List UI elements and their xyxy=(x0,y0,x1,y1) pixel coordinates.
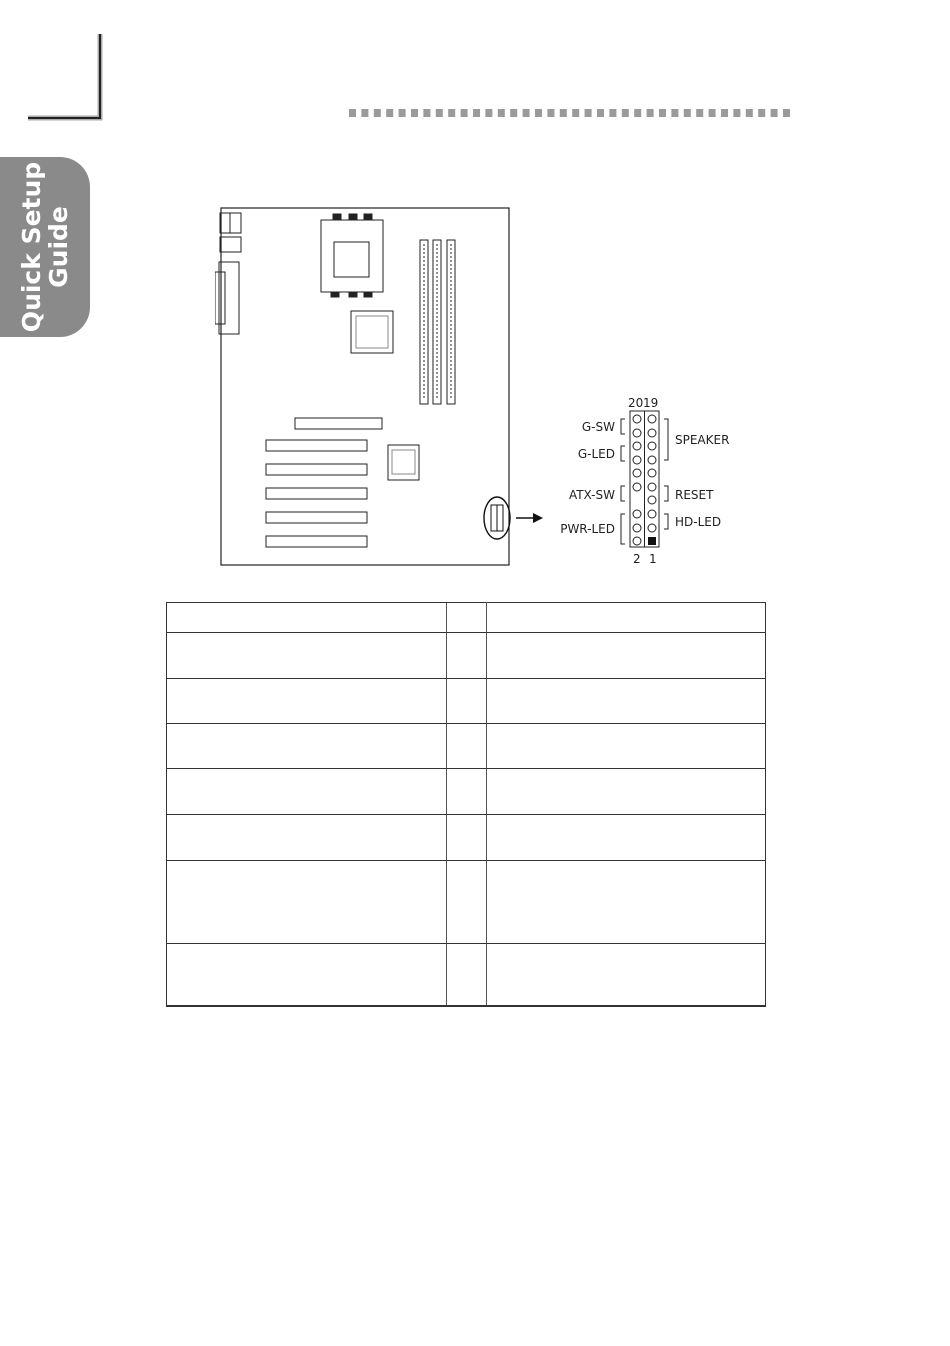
southbridge-chip xyxy=(388,445,419,480)
label-reset: RESET xyxy=(675,488,714,502)
rule-dot xyxy=(746,109,753,117)
rule-dot xyxy=(572,109,579,117)
rule-dot xyxy=(783,109,790,117)
rule-dot xyxy=(609,109,616,117)
table-cell xyxy=(487,769,766,815)
rule-dot xyxy=(448,109,455,117)
table-row xyxy=(167,861,766,944)
table-row xyxy=(167,815,766,861)
rule-dot xyxy=(399,109,406,117)
table-cell xyxy=(167,633,447,679)
cpu-socket xyxy=(321,214,383,297)
rule-dot xyxy=(622,109,629,117)
table-cell xyxy=(487,815,766,861)
table-cell xyxy=(447,944,487,1006)
motherboard-diagram xyxy=(215,200,735,575)
board-outline xyxy=(221,208,509,565)
rule-dot xyxy=(535,109,542,117)
rule-dot xyxy=(423,109,430,117)
rule-dot xyxy=(485,109,492,117)
table-cell xyxy=(487,724,766,769)
label-g-led: G-LED xyxy=(577,447,615,461)
right-brackets xyxy=(664,419,668,529)
table-cell xyxy=(447,724,487,769)
pin-function-table xyxy=(166,602,766,1007)
table-cell xyxy=(447,769,487,815)
table-cell xyxy=(487,944,766,1006)
table-cell xyxy=(167,944,447,1006)
table-cell xyxy=(167,769,447,815)
table-cell xyxy=(487,679,766,724)
table-cell xyxy=(167,815,447,861)
connector-pin xyxy=(633,524,641,532)
table-row xyxy=(167,944,766,1006)
header-dotted-rule xyxy=(349,109,795,119)
rear-io-ports xyxy=(215,213,241,334)
rule-dot xyxy=(647,109,654,117)
pci-slots xyxy=(266,440,367,547)
connector-pin xyxy=(648,496,656,504)
connector-pin xyxy=(633,429,641,437)
connector-pin xyxy=(633,469,641,477)
dimm-slots xyxy=(420,240,455,404)
table-row xyxy=(167,769,766,815)
connector-pin xyxy=(648,469,656,477)
table-cell xyxy=(487,633,766,679)
rule-dot xyxy=(733,109,740,117)
rule-dot xyxy=(671,109,678,117)
left-brackets xyxy=(621,419,625,544)
rule-dot xyxy=(411,109,418,117)
connector-pin xyxy=(648,415,656,423)
rule-dot xyxy=(498,109,505,117)
rule-dot xyxy=(709,109,716,117)
connector-pin xyxy=(648,510,656,518)
connector-pin-1-square xyxy=(648,537,656,545)
corner-mark xyxy=(28,34,104,122)
rule-dot xyxy=(473,109,480,117)
rule-dot xyxy=(585,109,592,117)
rule-dot xyxy=(510,109,517,117)
label-pwr-led: PWR-LED xyxy=(560,522,615,536)
quick-setup-guide-tab xyxy=(0,157,90,337)
side-tab-line2: Guide xyxy=(44,206,73,288)
front-panel-header-location xyxy=(484,497,510,539)
rule-dot xyxy=(547,109,554,117)
rule-dot xyxy=(771,109,778,117)
connector-pin xyxy=(648,483,656,491)
table-cell xyxy=(167,679,447,724)
rule-dot xyxy=(386,109,393,117)
table-cell xyxy=(447,633,487,679)
connector-pin xyxy=(648,442,656,450)
rule-dot xyxy=(634,109,641,117)
rule-dot xyxy=(597,109,604,117)
rule-dot xyxy=(349,109,356,117)
table-row xyxy=(167,633,766,679)
rule-dot xyxy=(374,109,381,117)
table-row xyxy=(167,679,766,724)
connector-pin xyxy=(633,456,641,464)
table-cell xyxy=(447,815,487,861)
rule-dot xyxy=(696,109,703,117)
table-row xyxy=(167,724,766,769)
label-hd-led: HD-LED xyxy=(675,515,722,529)
pin-number-20: 20 xyxy=(628,396,644,410)
pin-number-19: 19 xyxy=(643,396,659,410)
table-cell xyxy=(167,603,447,633)
table-cell xyxy=(447,603,487,633)
connector-pin xyxy=(648,429,656,437)
table-row xyxy=(167,603,766,633)
connector-pin xyxy=(633,442,641,450)
table-cell xyxy=(487,603,766,633)
side-tab-line1: Quick Setup xyxy=(17,161,46,333)
rule-dot xyxy=(361,109,368,117)
rule-dot xyxy=(523,109,530,117)
connector-pin xyxy=(633,483,641,491)
rule-dot xyxy=(721,109,728,117)
agp-slot xyxy=(295,418,382,429)
connector-pin xyxy=(633,537,641,545)
rule-dot xyxy=(758,109,765,117)
rule-dot xyxy=(684,109,691,117)
label-speaker: SPEAKER xyxy=(675,433,730,447)
connector-pin xyxy=(633,510,641,518)
pin-number-2: 2 xyxy=(633,552,641,566)
connector-pin xyxy=(648,524,656,532)
table-cell xyxy=(167,724,447,769)
label-atx-sw: ATX-SW xyxy=(568,488,615,502)
connector-pin xyxy=(648,456,656,464)
rule-dot xyxy=(659,109,666,117)
pin-number-1: 1 xyxy=(649,552,657,566)
arrow-to-connector xyxy=(516,513,543,523)
rule-dot xyxy=(436,109,443,117)
connector-pin xyxy=(633,415,641,423)
table-cell xyxy=(487,861,766,944)
northbridge-chip xyxy=(351,311,393,353)
table-cell xyxy=(167,861,447,944)
side-tab-label xyxy=(18,162,72,332)
table-cell xyxy=(447,861,487,944)
table-cell xyxy=(447,679,487,724)
rule-dot xyxy=(560,109,567,117)
label-g-sw: G-SW xyxy=(581,420,615,434)
rule-dot xyxy=(461,109,468,117)
front-panel-connector xyxy=(630,411,659,547)
